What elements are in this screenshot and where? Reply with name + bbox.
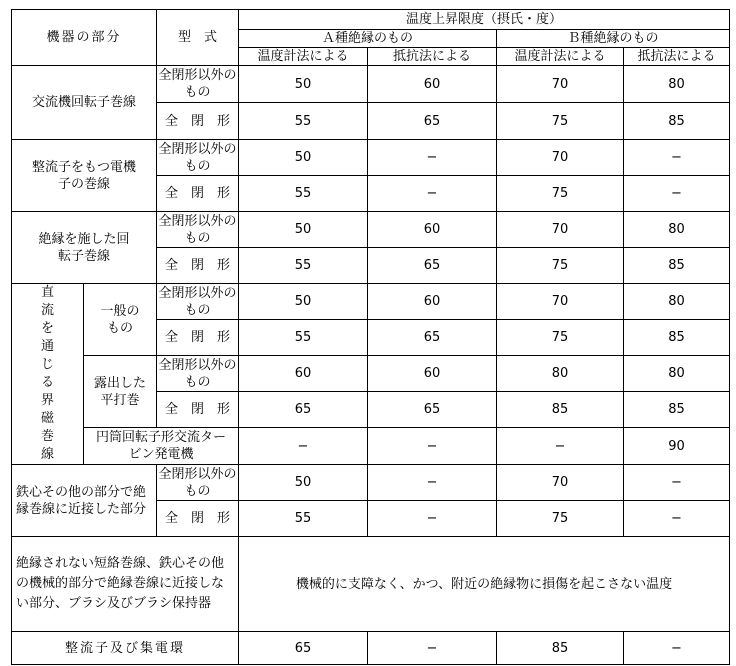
header-b-resist: 抵抗法による	[624, 48, 730, 66]
header-b-thermo: 温度計法による	[497, 48, 624, 66]
value-cell: −	[624, 465, 730, 501]
value-cell: −	[624, 176, 730, 212]
value-cell: 80	[624, 66, 730, 103]
value-cell: 85	[624, 392, 730, 428]
type-closed: 全 閉 形	[157, 392, 239, 428]
part-exposed: 露出した平打巻	[84, 356, 157, 428]
value-cell: 65	[368, 248, 497, 284]
part-iron-near: 鉄心その他の部分で絶縁巻線に近接した部分	[12, 465, 157, 537]
header-limit: 温度上昇限度（摂氏・度）	[239, 10, 730, 30]
type-closed: 全 閉 形	[157, 320, 239, 356]
value-cell: −	[368, 176, 497, 212]
part-commutator: 整流子をもつ電機子の巻線	[12, 140, 157, 212]
value-cell: 50	[239, 465, 368, 501]
value-cell: 70	[497, 212, 624, 248]
value-cell: 60	[368, 66, 497, 103]
value-cell: 75	[497, 248, 624, 284]
value-cell: 65	[368, 320, 497, 356]
value-cell: 55	[239, 248, 368, 284]
value-cell: 85	[497, 632, 624, 665]
value-cell: 60	[368, 356, 497, 392]
type-closed: 全 閉 形	[157, 248, 239, 284]
header-class-a: Ａ種絶縁のもの	[239, 30, 497, 48]
value-cell: 60	[368, 284, 497, 320]
value-cell: −	[497, 428, 624, 465]
value-cell: 75	[497, 103, 624, 140]
value-cell: 50	[239, 66, 368, 103]
type-other: 全閉形以外のもの	[158, 357, 237, 390]
header-a-resist: 抵抗法による	[368, 48, 497, 66]
type-other: 全閉形以外のもの	[158, 466, 237, 499]
value-cell: 70	[497, 284, 624, 320]
value-cell: 85	[624, 320, 730, 356]
value-cell: 50	[239, 212, 368, 248]
value-cell: 65	[239, 632, 368, 665]
value-cell: 85	[497, 392, 624, 428]
value-cell: 65	[368, 392, 497, 428]
value-cell: 55	[239, 103, 368, 140]
value-cell: 80	[624, 356, 730, 392]
value-cell: 80	[624, 212, 730, 248]
part-commutator-ring: 整流子及び集電環	[12, 632, 239, 665]
value-cell: 75	[497, 176, 624, 212]
type-other: 全閉形以外のもの	[157, 66, 239, 103]
value-cell: 60	[239, 356, 368, 392]
type-closed: 全 閉 形	[157, 103, 239, 140]
type-closed: 全 閉 形	[157, 501, 239, 537]
temperature-rise-table	[11, 9, 730, 665]
value-cell: 65	[239, 392, 368, 428]
value-cell: 90	[624, 428, 730, 465]
part-insulated-rotor: 絶縁を施した回転子巻線	[12, 212, 157, 284]
value-cell: −	[624, 140, 730, 176]
value-cell: 60	[368, 212, 497, 248]
type-other: 全閉形以外のもの	[158, 285, 237, 318]
value-cell: 80	[497, 356, 624, 392]
value-cell: −	[368, 428, 497, 465]
value-cell: 85	[624, 248, 730, 284]
value-cell: −	[624, 632, 730, 665]
value-cell: 85	[624, 103, 730, 140]
note-text: 機械的に支障なく、かつ、附近の絶縁物に損傷を起こさない温度	[239, 537, 730, 632]
type-other: 全閉形以外のもの	[158, 213, 237, 246]
part-dc-field: 直流を通じる界磁巻線	[12, 284, 84, 465]
value-cell: 55	[239, 320, 368, 356]
header-class-b: Ｂ種絶縁のもの	[497, 30, 730, 48]
value-cell: −	[368, 140, 497, 176]
value-cell: 75	[497, 320, 624, 356]
type-turbine: 円筒回転子形交流タービン発電機	[84, 428, 239, 465]
value-cell: 80	[624, 284, 730, 320]
value-cell: 50	[239, 140, 368, 176]
part-uninsulated: 絶縁されない短絡巻線、鉄心その他の機械的部分で絶縁巻線に近接しない部分、ブラシ及びブラシ保持器	[12, 537, 239, 632]
value-cell: 55	[239, 501, 368, 537]
value-cell: −	[239, 428, 368, 465]
header-part: 機器の部分	[12, 10, 157, 66]
value-cell: −	[368, 465, 497, 501]
value-cell: 70	[497, 465, 624, 501]
value-cell: 50	[239, 284, 368, 320]
type-other: 全閉形以外のもの	[158, 141, 237, 174]
value-cell: 75	[497, 501, 624, 537]
value-cell: −	[368, 501, 497, 537]
value-cell: 55	[239, 176, 368, 212]
value-cell: −	[624, 501, 730, 537]
header-type: 型 式	[157, 10, 239, 66]
value-cell: −	[368, 632, 497, 665]
value-cell: 65	[368, 103, 497, 140]
header-a-thermo: 温度計法による	[239, 48, 368, 66]
value-cell: 70	[497, 66, 624, 103]
part-ac-rotor: 交流機回転子巻線	[12, 66, 157, 140]
part-general: 一般のもの	[84, 284, 157, 356]
value-cell: 70	[497, 140, 624, 176]
type-closed: 全 閉 形	[157, 176, 239, 212]
